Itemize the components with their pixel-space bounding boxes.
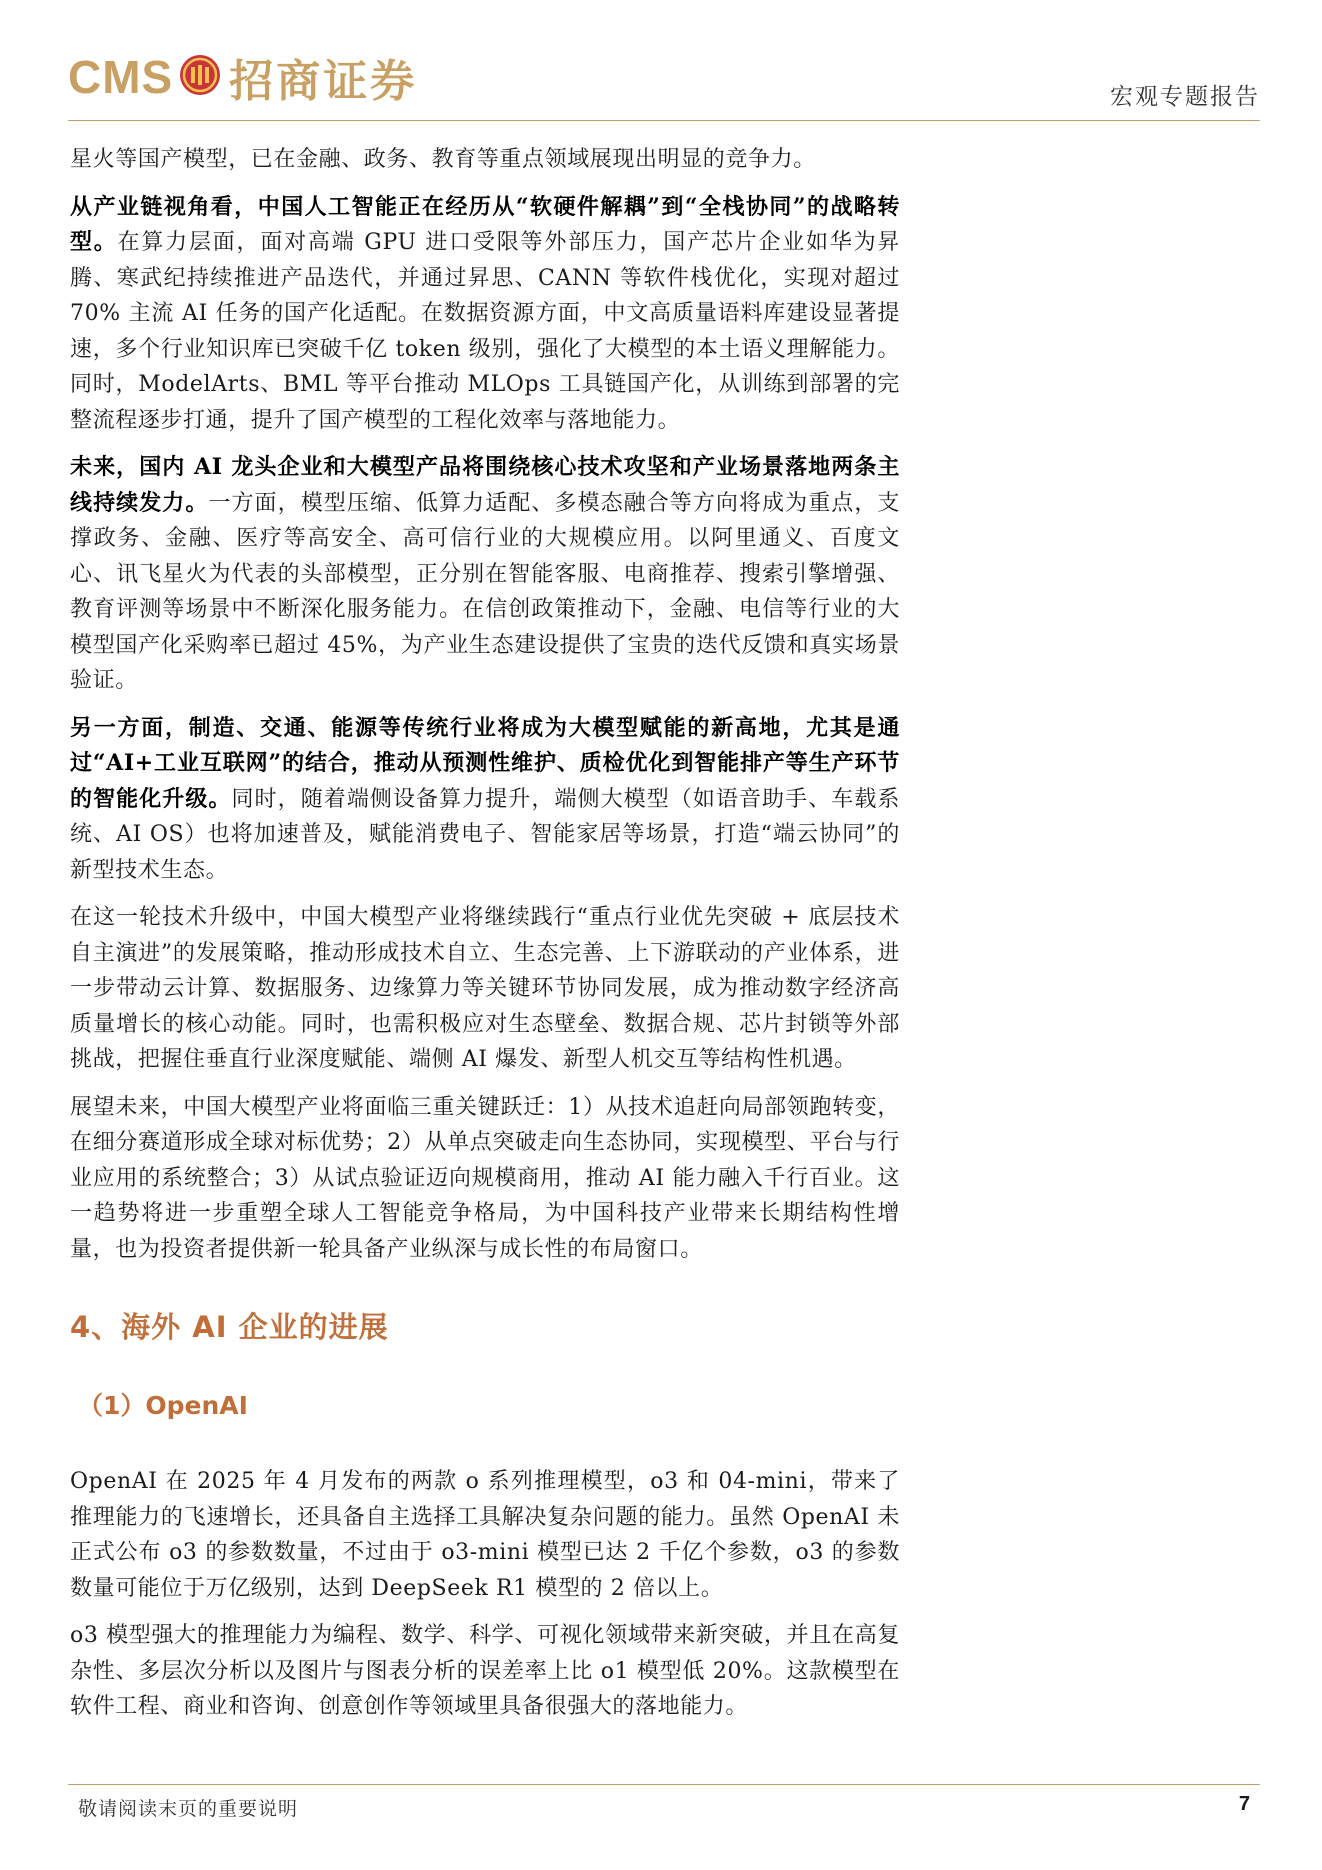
paragraph-lead-bold: 未来，国内 AI 龙头企业和大模型产品将围绕核心技术攻坚和产业场景落地两条主线持续发力。: [70, 454, 900, 516]
paragraph-industry-chain: [70, 190, 900, 439]
cms-logo: [68, 50, 418, 107]
paragraph-lead-bold: 另一方面，制造、交通、能源等传统行业将成为大模型赋能的新高地，尤其是通过“AI+工业互联网”的结合，推动从预测性维护、质检优化到智能排产等生产环节的智能化升级。: [70, 714, 900, 812]
paragraph-o3-capabilities: o3 模型强大的推理能力为编程、数学、科学、可视化领域带来新突破，并且在高复杂性、多层次分析以及图片与图表分析的误差率上比 o1 模型低 20%。这款模型在软件工程、商业和咨询、创意创作等领域里具备很强大的落地能力。: [70, 1623, 900, 1719]
paragraph-lead-bold: 从产业链视角看，中国人工智能正在经历从“软硬件解耦”到“全栈协同”的战略转型。: [70, 193, 900, 255]
paragraph-openai-release: OpenAI 在 2025 年 4 月发布的两款 o 系列推理模型，o3 和 04-mini，带来了推理能力的飞速增长，还具备自主选择工具解决复杂问题的能力。虽然 OpenAI 未正式公布 o3 的参数数量，不过由于 o3-mini 模型已达 2 千亿个参数，o3 的参数数量可能位于万亿级别，达到 DeepSeek R1 模型的 2 倍以上。: [70, 1469, 900, 1601]
paragraph-traditional-industries: [70, 711, 900, 889]
paragraph-tech-upgrade: 在这一轮技术升级中，中国大模型产业将继续践行“重点行业优先突破 + 底层技术自主演进”的发展策略，推动形成技术自立、生态完善、上下游联动的产业体系，进一步带动云计算、数据服务、边缘算力等关键环节协同发展，成为推动数字经济高质量增长的核心动能。同时，也需积极应对生态壁垒、数据合规、芯片封锁等外部挑战，把握住垂直行业深度赋能、端侧 AI 爆发、新型人机交互等结构性机遇。: [70, 905, 900, 1072]
paragraph-body: 一方面，模型压缩、低算力适配、多模态融合等方向将成为重点，支撑政务、金融、医疗等高安全、高可信行业的大规模应用。以阿里通义、百度文心、讯飞星火为代表的头部模型，正分别在智能客服、电商推荐、搜索引擎增强、教育评测等场景中不断深化服务能力。在信创政策推动下，金融、电信等行业的大模型国产化采购率已超过 45%，为产业生态建设提供了宝贵的迭代反馈和真实场景验证。: [70, 490, 900, 693]
logo-cms-text: CMS: [68, 51, 174, 103]
main-content: [70, 142, 900, 1737]
section-heading-overseas-ai: 4、海外 AI 企业的进展: [70, 1310, 389, 1344]
report-type-label: 宏观专题报告: [1110, 84, 1260, 110]
page-footer: [68, 1784, 1260, 1825]
paragraph-continuation: 星火等国产模型，已在金融、政务、教育等重点领域展现出明显的竞争力。: [70, 147, 816, 172]
paragraph-future-leaders: [70, 450, 900, 699]
page-header: [68, 44, 1260, 121]
logo-emblem-icon: [179, 54, 221, 100]
logo-chinese-text: 招商证券: [229, 56, 418, 107]
page-number: 7: [1238, 1793, 1250, 1815]
paragraph-outlook: 展望未来，中国大模型产业将面临三重关键跃迁：1）从技术追赶向局部领跑转变，在细分赛道形成全球对标优势；2）从单点突破走向生态协同，实现模型、平台与行业应用的系统整合；3）从试点验证迈向规模商用，推动 AI 能力融入千行百业。这一趋势将进一步重塑全球人工智能竞争格局，为中国科技产业带来长期结构性增量，也为投资者提供新一轮具备产业纵深与成长性的布局窗口。: [70, 1094, 900, 1262]
disclaimer-note: 敬请阅读末页的重要说明: [78, 1798, 299, 1820]
paragraph-body: 同时，随着端侧设备算力提升，端侧大模型（如语音助手、车载系统、AI OS）也将加速普及，赋能消费电子、智能家居等场景，打造“端云协同”的新型技术生态。: [70, 786, 900, 883]
subsection-heading-openai: （1）OpenAI: [78, 1391, 248, 1420]
paragraph-body: 在算力层面，面对高端 GPU 进口受限等外部压力，国产芯片企业如华为昇腾、寒武纪持续推进产品迭代，并通过昇思、CANN 等软件栈优化，实现对超过 70% 主流 AI 任务的国产化适配。在数据资源方面，中文高质量语料库建设显著提速，多个行业知识库已突破千亿 token 级别，强化了大模型的本土语义理解能力。同时，ModelArts、BML 等平台推动 MLOps 工具链国产化，从训练到部署的完整流程逐步打通，提升了国产模型的工程化效率与落地能力。: [70, 230, 900, 433]
